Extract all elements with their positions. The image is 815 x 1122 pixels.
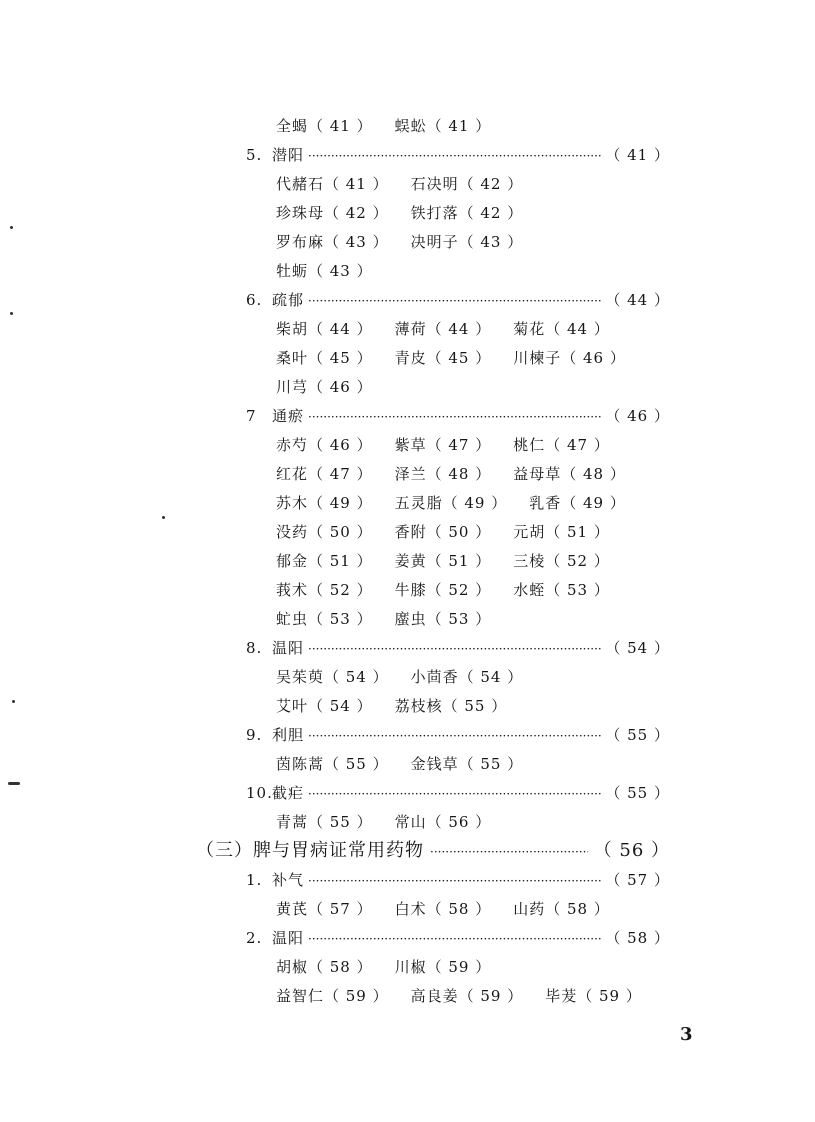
category-heading [246,638,670,659]
scan-speck [10,226,13,229]
heading-number: 7 [246,407,257,425]
drug-entry: 紫草（ 47 ） [394,436,492,454]
drug-entry-row [276,348,648,368]
drug-entry: 常山（ 56 ） [394,813,492,831]
drug-entry: 泽兰（ 48 ） [394,465,492,483]
drug-entry: 金钱草（ 55 ） [410,755,524,773]
page-reference: （ 56 ） [593,840,670,861]
category-heading [246,783,670,804]
drug-entry: 三棱（ 52 ） [513,552,610,570]
page-reference: （ 57 ） [605,871,670,889]
drug-entry: 胡椒（ 58 ） [276,958,373,976]
heading-title: 脾与胃病证常用药物 [253,840,424,861]
drug-entry: 青蒿（ 55 ） [276,813,373,831]
drug-entry-row [276,319,632,339]
drug-entry: 蜈蚣（ 41 ） [394,117,492,135]
drug-entry: 毕茇（ 59 ） [545,987,642,1005]
drug-entry: 五灵脂（ 49 ） [394,494,508,512]
drug-entry-row [276,986,664,1006]
heading-title: 温阳 [272,639,305,657]
page-reference: （ 54 ） [605,639,670,657]
drug-entry: 赤芍（ 46 ） [276,436,373,454]
category-heading [246,725,670,746]
drug-entry-row [276,522,632,542]
drug-entry: 苏木（ 49 ） [276,494,373,512]
drug-entry: 川楝子（ 46 ） [513,349,626,367]
drug-entry-row [276,232,545,252]
drug-entry: 乳香（ 49 ） [529,494,626,512]
page-reference: （ 55 ） [605,726,670,744]
drug-entry: 香附（ 50 ） [394,523,492,541]
drug-entry-row [276,203,545,223]
leader-dots [308,146,601,166]
drug-entry: 决明子（ 43 ） [410,233,524,251]
category-heading [246,406,670,427]
drug-entry: 莪术（ 52 ） [276,581,373,599]
drug-entry: 元胡（ 51 ） [513,523,610,541]
drug-entry: 黄芪（ 57 ） [276,900,373,918]
heading-number: 1. [246,871,263,889]
drug-entry-row [276,696,529,716]
drug-entry-row [276,464,648,484]
drug-entry: 青皮（ 45 ） [394,349,492,367]
page-reference: （ 41 ） [605,146,670,164]
drug-entry: 茵陈蒿（ 55 ） [276,755,389,773]
drug-entry: 虻虫（ 53 ） [276,610,373,628]
drug-entry-row [276,174,545,194]
heading-number: 5. [246,146,263,164]
drug-entry: 白术（ 58 ） [394,900,492,918]
drug-entry-row [276,754,545,774]
drug-entry-row [276,957,513,977]
drug-entry: 姜黄（ 51 ） [394,552,492,570]
drug-entry-row [276,551,632,571]
heading-number: （三） [196,840,253,861]
drug-entry: 益母草（ 48 ） [513,465,626,483]
leader-dots [308,726,601,746]
drug-entry-row [276,580,632,600]
drug-entry-row [276,667,545,687]
drug-entry-row [276,899,632,919]
drug-entry: 荔枝核（ 55 ） [394,697,508,715]
scan-speck [162,516,165,519]
page-reference: （ 46 ） [605,407,670,425]
drug-entry: 川芎（ 46 ） [276,378,373,396]
page-number: 3 [680,1024,693,1045]
page-reference: （ 44 ） [605,291,670,309]
drug-entry: 䗪虫（ 53 ） [394,610,492,628]
drug-entry-row [276,812,513,832]
drug-entry: 全蝎（ 41 ） [276,117,373,135]
leader-dots [308,639,601,659]
drug-entry: 高良姜（ 59 ） [410,987,524,1005]
drug-entry: 珍珠母（ 42 ） [276,204,389,222]
drug-entry: 柴胡（ 44 ） [276,320,373,338]
section-heading [196,841,670,862]
category-heading [246,870,670,891]
leader-dots [308,291,601,311]
drug-entry: 益智仁（ 59 ） [276,987,389,1005]
drug-entry: 牡蛎（ 43 ） [276,262,373,280]
drug-entry-row [276,116,513,136]
drug-entry: 桑叶（ 45 ） [276,349,373,367]
drug-entry-row [276,261,395,281]
drug-entry: 石决明（ 42 ） [410,175,524,193]
leader-dots [308,929,601,949]
category-heading [246,145,670,166]
heading-number: 6. [246,291,263,309]
drug-entry: 代赭石（ 41 ） [276,175,389,193]
drug-entry: 牛膝（ 52 ） [394,581,492,599]
drug-entry: 红花（ 47 ） [276,465,373,483]
drug-entry: 铁打落（ 42 ） [410,204,524,222]
leader-dots [308,784,601,804]
leader-dots [308,871,601,891]
heading-title: 通瘀 [272,407,305,425]
heading-title: 利胆 [272,726,305,744]
heading-number: 8. [246,639,263,657]
drug-entry: 桃仁（ 47 ） [513,436,610,454]
heading-number: 10. [246,784,273,802]
scan-speck [12,700,15,703]
heading-number: 2. [246,929,263,947]
drug-entry: 水蛭（ 53 ） [513,581,610,599]
scan-speck [8,782,20,785]
drug-entry: 艾叶（ 54 ） [276,697,373,715]
drug-entry: 山药（ 58 ） [513,900,610,918]
category-heading [246,928,670,949]
drug-entry: 吴茱萸（ 54 ） [276,668,389,686]
drug-entry: 没药（ 50 ） [276,523,373,541]
drug-entry-row [276,609,513,629]
heading-number: 9. [246,726,263,744]
drug-entry-row [276,435,632,455]
drug-entry: 郁金（ 51 ） [276,552,373,570]
drug-entry: 小茴香（ 54 ） [410,668,524,686]
drug-entry: 罗布麻（ 43 ） [276,233,389,251]
category-heading [246,290,670,311]
heading-title: 截疟 [272,784,305,802]
drug-entry-row [276,493,648,513]
heading-title: 补气 [272,871,305,889]
page-reference: （ 58 ） [605,929,670,947]
scan-speck [10,312,13,315]
drug-entry-row [276,377,395,397]
drug-entry: 薄荷（ 44 ） [394,320,492,338]
drug-entry: 菊花（ 44 ） [513,320,610,338]
leader-dots [308,407,601,427]
heading-title: 潜阳 [272,146,305,164]
heading-title: 疏郁 [272,291,305,309]
heading-title: 温阳 [272,929,305,947]
page-reference: （ 55 ） [605,784,670,802]
drug-entry: 川椒（ 59 ） [394,958,492,976]
leader-dots [430,842,588,862]
